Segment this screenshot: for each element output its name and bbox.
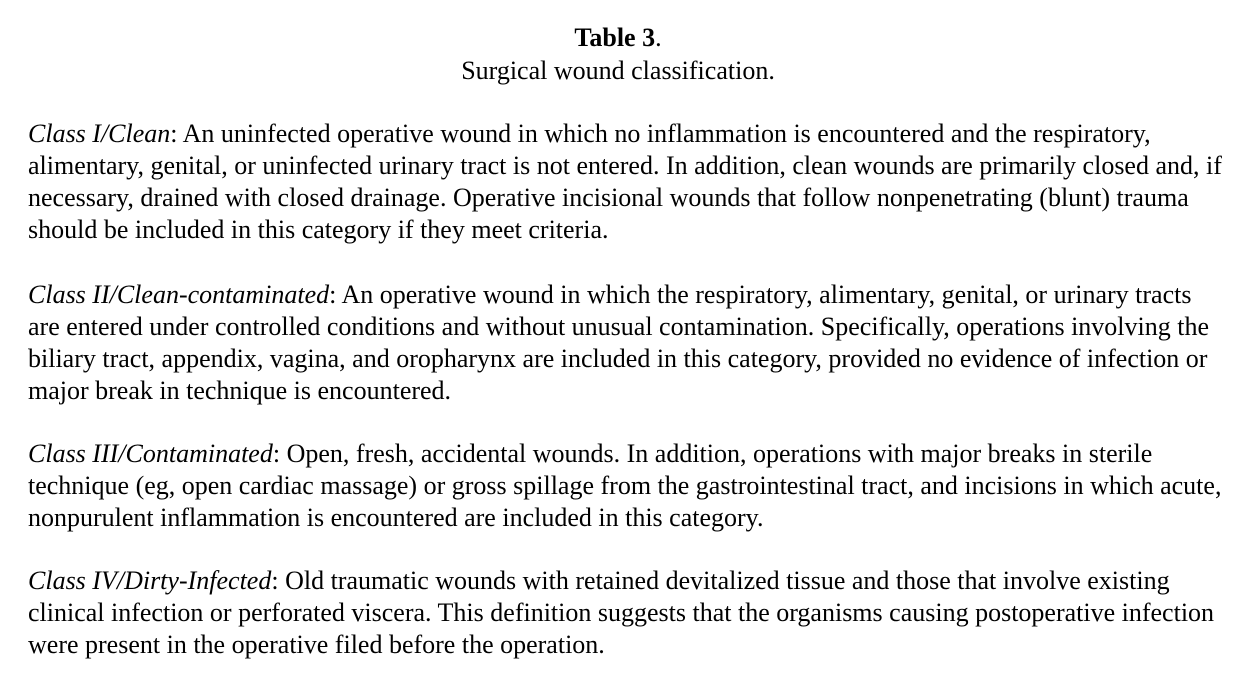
table-title: Surgical wound classification. <box>461 56 775 85</box>
wound-class-4-entry <box>28 565 1223 661</box>
wound-class-2-name: Class II/Clean-contaminated <box>28 280 330 309</box>
table-label-suffix: . <box>655 23 662 52</box>
wound-class-2-entry <box>28 279 1223 407</box>
table-label-number: Table 3 <box>574 23 656 52</box>
wound-class-4-description: Old traumatic wounds with retained devitalized tissue and those that involve existing clinical infection or perforated viscera. This definition suggests that the organisms causing postoperative infection were present in the operative filed before the operation. <box>28 566 1215 659</box>
wound-class-1-name: Class I/Clean <box>28 119 171 148</box>
wound-class-1-entry <box>28 118 1223 246</box>
wound-class-1-description: An uninfected operative wound in which no inflammation is encountered and the respiratory, alimentary, genital, or uninfected urinary tract is not entered. In addition, clean wounds are primarily closed and, if necessary, drained with closed drainage. Operative incisional wounds that follow nonpenetrating (blunt) trauma should be included in this category if they meet criteria. <box>28 119 1222 244</box>
table-label <box>0 22 1236 54</box>
wound-class-4-name: Class IV/Dirty-Infected <box>28 566 272 595</box>
wound-class-2-description: An operative wound in which the respiratory, alimentary, genital, or urinary tracts are entered under controlled conditions and without unusual contamination. Specifically, operations involving the biliary tract, appendix, vagina, and oropharynx are included in this category, provided no evidence of infection or major break in technique is encountered. <box>28 280 1210 405</box>
wound-class-3-entry <box>28 438 1223 534</box>
wound-class-2-separator: : <box>329 280 337 309</box>
wound-class-4-separator: : <box>271 566 279 595</box>
wound-class-3-name: Class III/Contaminated <box>28 439 273 468</box>
wound-class-3-description: Open, fresh, accidental wounds. In addition, operations with major breaks in sterile technique (eg, open cardiac massage) or gross spillage from the gastrointestinal tract, and incisions in which acute, nonpurulent inflammation is encountered are included in this category. <box>28 439 1222 532</box>
wound-class-1-separator: : <box>170 119 178 148</box>
wound-class-3-separator: : <box>272 439 281 468</box>
